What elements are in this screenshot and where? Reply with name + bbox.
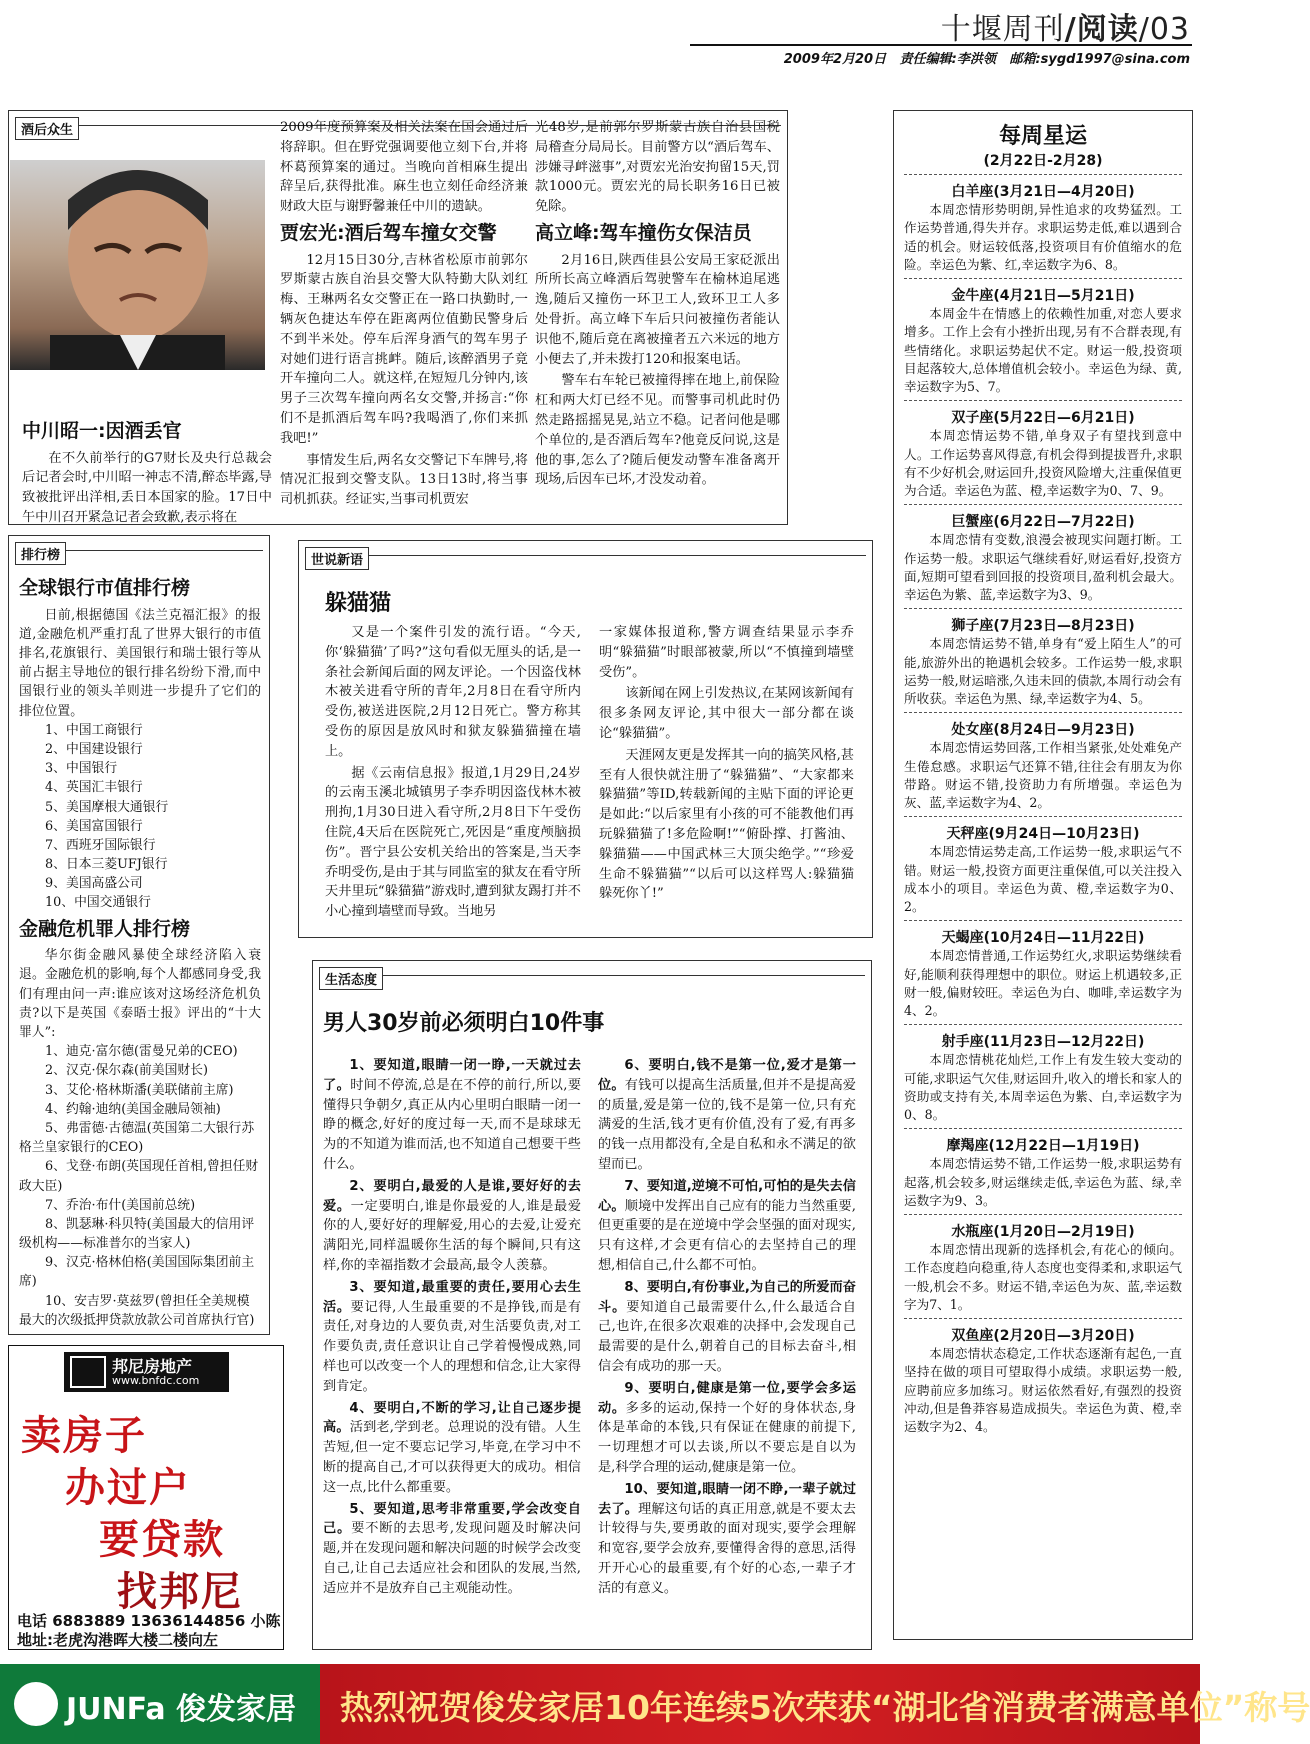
- list-item: 9、美国高盛公司: [45, 876, 143, 892]
- editor-email: 邮箱:sygd1997@sina.com: [1009, 52, 1190, 67]
- story-text: 警车右车轮已被撞得摔在地上,前保险杠和两大灯已经不见。而警事司机此时仍然走路摇摇晃晃,站立不稳。记者问他是哪个单位的,是否酒后驾车?他竟反问说,这是他的事,怎么了?随后便发动警车准备离开现场,后因车已坏,才没发动着。: [535, 373, 780, 488]
- list-item: 10、安吉罗·莫兹罗(曾担任全美规模最大的次级抵押贷款放款公司首席执行官): [19, 1293, 255, 1328]
- sign-taurus: 金牛座(4月21日—5月21日) 本周金牛在情感上的依赖性加重,对恋人要求增多。工作上会有小挫折出现,另有不合群表现,有些情绪化。求职运势起伏不定。财运一般,投资项目起落较大,总体增值机会较小。幸运色为绿、黄,幸运数字为5、7。: [904, 278, 1182, 396]
- item-text: 要不断的去思考,发现问题及时解决问题,并在发现问题和解决问题的时候学会改变自己,让自己去适应社会和团队的发展,当然,适应并不是放弃自己主观能动性。: [323, 1521, 581, 1596]
- item-heading: 6、要明白,钱不是第一位,爱才是第一位。: [598, 1058, 856, 1093]
- item-text: 有钱可以提高生活质量,但并不是提高爱的质量,爱是第一位的,钱不是第一位,只有充满爱的生活,钱才更有价值,没有了爱,有再多的钱一点用都没有,全是自私和永不满足的欲望而已。: [598, 1077, 856, 1172]
- story-jia: [280, 118, 528, 510]
- footer-brand-block: [0, 1664, 320, 1744]
- shishuo-section: [298, 540, 873, 938]
- list-item: 5、美国摩根大通银行: [45, 799, 169, 815]
- list-item: 7、乔治·布什(美国前总统): [45, 1197, 196, 1213]
- footer-slogan: 热烈祝贺俊发家居10年连续5次荣获“湖北省消费者满意单位”称号: [340, 1688, 1310, 1727]
- sign-scorpio: 天蝎座(10月24日—11月22日) 本周恋情普通,工作运势红火,求职运势继续看好,能顺利获得理想中的职位。财运上机遇较多,正财一般,偏财较旺。幸运色为白、咖啡,幸运数字为4、2。: [904, 920, 1182, 1020]
- item-heading: 7、要知道,逆境不可怕,可怕的是失去信心。: [598, 1178, 856, 1214]
- list-item: 6、戈登·布朗(英国现任首相,曾担任财政大臣): [19, 1159, 259, 1194]
- sign-aquarius: 水瓶座(1月20日—2月19日) 本周恋情出现新的选择机会,有花心的倾向。工作态度趋向稳重,待人态度也变得柔和,求职运气一般,机会不多。财运不错,幸运色为灰、蓝,幸运数字为7、1。: [904, 1214, 1182, 1314]
- item-heading: 2、要明白,最爱的人是谁,要好好的去爱。: [323, 1178, 581, 1214]
- article-text: 一家媒体报道称,警方调查结果显示李乔明“躲猫猫”时眼部被蒙,所以“不慎撞到墙壁受伤”。: [599, 625, 854, 680]
- story-title: 高立峰:驾车撞伤女保洁员: [535, 221, 752, 244]
- masthead-info: [784, 48, 1190, 67]
- list-item: 6、美国富国银行: [45, 818, 143, 834]
- article-text: 又是一个案件引发的流行语。“今天,你‘躲猫猫’了吗?”这句看似无厘头的话,是一条社会新闻后面的网友评论。一个因盗伐林木被关进看守所的青年,2月8日在看守所内受伤,被送进医院,2月12日死亡。警方称其受伤的原因是放风时和狱友躲猫猫撞在墙上。: [325, 625, 581, 759]
- ranking-intro: 日前,根据德国《法兰克福汇报》的报道,金融危机严重打乱了世界大银行的市值排名,花旗银行、美国银行和瑞士银行等从前占据主导地位的银行排名纷纷下滑,而中国银行业的领头羊则进一步提升了它们的排位位置。: [19, 607, 261, 719]
- issue-date: 2009年2月20日: [783, 52, 887, 67]
- sign-gemini: 双子座(5月22日—6月21日) 本周恋情运势不错,单身双子有望找到意中人。工作运势喜风得意,有机会得到提拔晋升,求职有不少好机会,财运回升,投资风险增大,注重保值更为合适。幸运色为蓝、橙,幸运数字为0、7、9。: [904, 400, 1182, 500]
- ad-slogan: 卖房子: [21, 1413, 147, 1459]
- article-title: 男人30岁前必须明白10件事: [323, 1011, 605, 1036]
- sign-pisces: 双鱼座(2月20日—3月20日) 本周恋情状态稳定,工作状态逐渐有起色,一直坚持在做的项目可望取得小成绩。求职运势一般,应聘前应多加练习。财运依然看好,有强烈的投资冲动,但是鲁莽容易造成损失。幸运色为黄、橙,幸运数字为2、4。: [904, 1318, 1182, 1436]
- list-item: 3、艾伦·格林斯潘(美联储前主席): [45, 1082, 234, 1098]
- photo-nakagawa: [10, 160, 265, 370]
- masthead-rule: [690, 44, 1192, 46]
- list-item: 8、凯瑟琳·科贝特(美国最大的信用评级机构——标准普尔的当家人): [19, 1216, 255, 1252]
- life-col-2: [598, 1056, 856, 1599]
- ad-slogan: 要贷款: [99, 1517, 225, 1563]
- story-nakagawa: [22, 415, 272, 528]
- footer-brand: JUNFa 俊发家居: [66, 1692, 297, 1727]
- footer-banner[interactable]: [0, 1664, 1310, 1744]
- list-item: 4、英国汇丰银行: [45, 780, 143, 796]
- footer-slogan-block: [320, 1664, 1310, 1744]
- item-text: 要知道自己最需要什么,什么最适合自己,也许,在很多次艰难的决择中,会发现自己最需要的是什么,朝着自己的目标去奋斗,相信会有成功的那一天。: [598, 1299, 856, 1374]
- culprit-list: [19, 1042, 261, 1330]
- item-heading: 1、要知道,眼睛一闭一睁,一天就过去了。: [323, 1058, 581, 1093]
- section-tag: 生活态度: [319, 967, 383, 990]
- list-item: 3、中国银行: [45, 761, 118, 777]
- story-title: 中川昭一:因酒丢官: [22, 420, 182, 442]
- life-col-1: [323, 1056, 581, 1599]
- sign-cancer: 巨蟹座(6月22日—7月22日) 本周恋情有变数,浪漫会被现实问题打断。工作运势一般。求职运气继续看好,财运看好,投资方面,短期可望看到回报的投资项目,盈利机会最大。幸运色为紫、蓝,幸运数字为3、9。: [904, 504, 1182, 604]
- list-item: 1、迪克·富尔德(雷曼兄弟的CEO): [45, 1044, 238, 1060]
- horoscope-title: 每周星运: [998, 124, 1087, 149]
- item-heading: 5、要知道,思考非常重要,学会改变自己。: [323, 1501, 581, 1537]
- item-text: 时间不停流,总是在不停的前行,所以,要懂得只争朝夕,真正从内心里明白眼睛一闭一睁的概念,好好的度过每一天,而不是球球无为的不知道为谁而活,也不知道自己想要干些什么。: [323, 1077, 582, 1172]
- list-item: 5、弗雷德·古德温(英国第二大银行苏格兰皇家银行的CEO): [19, 1120, 255, 1156]
- horoscope-range: (2月22日-2月28): [983, 153, 1103, 169]
- story-text: 12月15日30分,吉林省松原市前郭尔罗斯蒙古族自治县交警大队特勤大队刘红梅、王琳两名女交警正在一路口执勤时,一辆灰色捷达车停在距离两位值勤民警身后不到半米处。停车后浑身酒气的驾车男子对她们进行语言挑衅。随后,该醉酒男子竟开车撞向二人。就这样,在短短几分钟内,该男子三次驾车撞向两名女交警,并扬言:“你们不是抓酒后驾车吗?我喝酒了,你们来抓我吧!”: [280, 252, 528, 446]
- masthead-title: 十堰周刊/阅读/03: [940, 12, 1190, 47]
- item-text: 一定要明白,谁是你最爱的人,谁是最爱你的人,要好好的理解爱,用心的去爱,让爱充满阳光,同样温暖你生活的每个瞬间,只有这样,你的幸福指数才会最高,最令人羡慕。: [323, 1198, 582, 1273]
- list-item: 8、日本三菱UFJ银行: [45, 857, 168, 873]
- ad-logo: 邦尼房地产 www.bnfdc.com: [64, 1352, 229, 1392]
- life-section: [312, 960, 872, 1650]
- list-item: 4、约翰·迪纳(美国金融局领袖): [45, 1101, 221, 1117]
- item-text: 多多的运动,保持一个好的身体状态,身体是革命的本钱,只有保证在健康的前提下,一切理想才可以去谈,所以不要忘是自以为是,科学合理的运动,健康是第一位。: [598, 1400, 857, 1475]
- sign-capricorn: 摩羯座(12月22日—1月19日) 本周恋情运势不错,工作运势一般,求职运势有起落,机会较多,财运继续走低,幸运色为蓝、绿,幸运数字为9、3。: [904, 1128, 1182, 1210]
- article-title: 躲猫猫: [325, 591, 392, 616]
- ad-url: www.bnfdc.com: [112, 1374, 200, 1387]
- ranking-intro: 华尔街金融风暴使全球经济陷入衰退。金融危机的影响,每个人都感同身受,我们有理由问一声:谁应该对这场经济危机负责?以下是英国《泰晤士报》评出的“十大罪人”:: [19, 948, 261, 1041]
- sign-sagittarius: 射手座(11月23日—12月22日) 本周恋情桃花灿烂,工作上有发生较大变动的可能,求职运气欠佳,财运回升,收入的增长和家人的资助或支持有关,本周幸运色为紫、白,幸运数字为0、8。: [904, 1024, 1182, 1124]
- house-icon: [70, 1356, 106, 1388]
- sign-libra: 天秤座(9月24日—10月23日) 本周恋情运势走高,工作运势一般,求职运气不错。财运一般,投资方面更注重保值,可以关注投入成本小的项目。幸运色为黄、橙,幸运数字为0、2。: [904, 816, 1182, 916]
- article-col-1: [325, 623, 581, 922]
- story-gao: [535, 118, 780, 490]
- item-heading: 9、要明白,健康是第一位,要学会多运动。: [598, 1380, 856, 1416]
- ad-phone: 电话 6883889 13636144856 小陈: [17, 1612, 281, 1630]
- story-text: 2月16日,陕西佳县公安局王家砭派出所所长高立峰酒后驾驶警车在榆林追尾逃逸,随后又撞伤一环卫工人,致环卫工人多处骨折。高立峰下车后只问被撞伤者能认识他不,随后竟在离被撞者五六米远的地方小便去了,并未拨打120和报案电话。: [535, 252, 780, 367]
- bank-list: [19, 721, 261, 913]
- brand-logo-icon: [14, 1682, 58, 1726]
- item-text: 理解这句话的真正用意,就是不要太去计较得与失,要勇敢的面对现实,要学会理解和宽容,要学会放弃,要懂得舍得的意思,活得开开心心的最重要,有个好的心态,一辈子才活的有意义。: [598, 1501, 856, 1596]
- list-item: 9、汉克·格林伯格(美国国际集团前主席): [19, 1255, 255, 1290]
- item-heading: 8、要明白,有份事业,为自己的所爱而奋斗。: [598, 1279, 856, 1315]
- section-tag: 酒后众生: [15, 117, 79, 140]
- list-item: 1、中国工商银行: [45, 722, 143, 738]
- ad-slogan: 找邦尼: [117, 1569, 243, 1615]
- list-item: 2、中国建设银行: [45, 741, 143, 757]
- item-heading: 4、要明白,不断的学习,让自己逐步提高。: [323, 1400, 581, 1436]
- ad-slogan: 办过户: [65, 1465, 191, 1511]
- list-item: 2、汉克·保尔森(前美国财长): [45, 1063, 208, 1079]
- ad-address: 地址:老虎沟港晖大楼二楼向左: [17, 1631, 218, 1649]
- horoscope-section: [893, 110, 1193, 1640]
- story-text: 事情发生后,两名女交警记下车牌号,将情况汇报到交警支队。13日13时,将当事司机抓获。经证实,当事司机贾宏: [280, 452, 528, 508]
- article-text: 天涯网友更是发挥其一向的搞笑风格,甚至有人很快就注册了“躲猫猫”、“大家都来躲猫猫”等ID,转载新闻的主贴下面的评论更是如此:“以后家里有小孩的可不能教他们再玩躲猫猫了!多危险啊!”“俯卧撑、打酱油、躲猫猫——中国武林三大顶尖绝学。”“珍爱生命不躲猫猫”“以后可以这样骂人:躲猫猫躲死你丫!”: [599, 747, 854, 902]
- section-tag: 排行榜: [15, 542, 66, 565]
- item-text: 顺境中发挥出自己应有的能力当然重要,但更重要的是在逆境中学会坚强的面对现实,只有这样,才会更有信心的去坚持自己的理想,相信自己,什么都不可怕。: [598, 1198, 856, 1273]
- ranking-title-culprits: 金融危机罪人排行榜: [19, 917, 191, 940]
- item-text: 要记得,人生最重要的不是挣钱,而是有责任,对身边的人要负责,对生活要负责,对工作要负责,责任意识让自己学着慢慢成熟,同样也可以改变一个人的理想和信念,让大家得到肯定。: [323, 1299, 582, 1394]
- editor-credit: 责任编辑:李洪领: [899, 52, 996, 67]
- article-col-2: [599, 623, 854, 904]
- list-item: 7、西班牙国际银行: [45, 837, 156, 853]
- section-tag: 世说新语: [305, 547, 369, 570]
- story-continued: 光48岁,是前郭尔罗斯蒙古族自治县国税局稽查分局局长。目前警方以“酒后驾车、涉嫌寻衅滋事”,对贾宏光治安拘留15天,罚款1000元。贾宏光的局长职务16日已被免除。: [535, 120, 780, 215]
- sign-aries: 白羊座(3月21日—4月20日) 本周恋情形势明朗,异性追求的攻势猛烈。工作运势普通,得失并存。求职运势走低,难以遇到合适的机会。财运较低落,投资项目有价值缩水的危险。幸运色为紫、红,幸运数字为6、8。: [904, 174, 1182, 274]
- page-number: /03: [1138, 12, 1190, 47]
- ranking-section: [8, 535, 270, 1335]
- article-text: 该新闻在网上引发热议,在某网该新闻有很多条网友评论,其中很大一部分都在谈论“躲猫猫”。: [599, 686, 854, 741]
- realestate-ad[interactable]: [8, 1345, 284, 1650]
- item-text: 活到老,学到老。总理说的没有错。人生苦短,但一定不要忘记学习,毕竟,在学习中不断的提高自己,才可以获得更大的成功。相信这一点,比什么都重要。: [323, 1420, 581, 1495]
- article-text: 据《云南信息报》报道,1月29日,24岁的云南玉溪北城镇男子李乔明因盗伐林木被刑拘,1月30日进入看守所,2月8日下午受伤住院,4天后在医院死亡,死因是“重度颅脑损伤”。晋宁县公安机关给出的答案是,当天李乔明受伤,是由于其与同监室的狱友在看守所天井里玩“躲猫猫”游戏时,遭到狱友踢打并不小心撞到墙壁而导致。当地另: [325, 765, 581, 920]
- sign-virgo: 处女座(8月24日—9月23日) 本周恋情运势回落,工作相当紧张,处处难免产生倦怠感。求职运气还算不错,往往会有朋友为你带路。财运不错,投资助力有所增强。幸运色为灰、蓝,幸运数字为4、2。: [904, 712, 1182, 812]
- story-continued: 2009年度预算案及相关法案在国会通过后将辞职。但在野党强调要他立刻下台,并将杯葛预算案的通过。当晚向首相麻生提出辞呈后,获得批准。麻生也立刻任命经济兼财政大臣与谢野馨兼任中川的遗缺。: [280, 120, 528, 215]
- sign-leo: 狮子座(7月23日—8月23日) 本周恋情运势不错,单身有“爱上陌生人”的可能,旅游外出的艳遇机会较多。工作运势一般,求职运势一般,财运暗涨,久违未回的债款,本周行动会有所收获。幸运色为黑、绿,幸运数字为4、5。: [904, 608, 1182, 708]
- list-item: 10、中国交通银行: [45, 895, 151, 911]
- story-title: 贾宏光:酒后驾车撞女交警: [280, 221, 497, 244]
- ranking-title-banks: 全球银行市值排行榜: [19, 577, 191, 599]
- item-heading: 10、要知道,眼睛一闭不睁,一辈子就过去了。: [598, 1481, 856, 1517]
- section-name: 阅读: [1076, 12, 1139, 47]
- photo-illustration: [10, 160, 265, 370]
- story-text: 在不久前举行的G7财长及央行总裁会后记者会时,中川昭一神志不清,醉态毕露,导致被批评出洋相,丢日本国家的脸。17日中午中川召开紧急记者会致歉,表示将在: [22, 450, 272, 526]
- item-heading: 3、要知道,最重要的责任,要用心去生活。: [323, 1279, 581, 1315]
